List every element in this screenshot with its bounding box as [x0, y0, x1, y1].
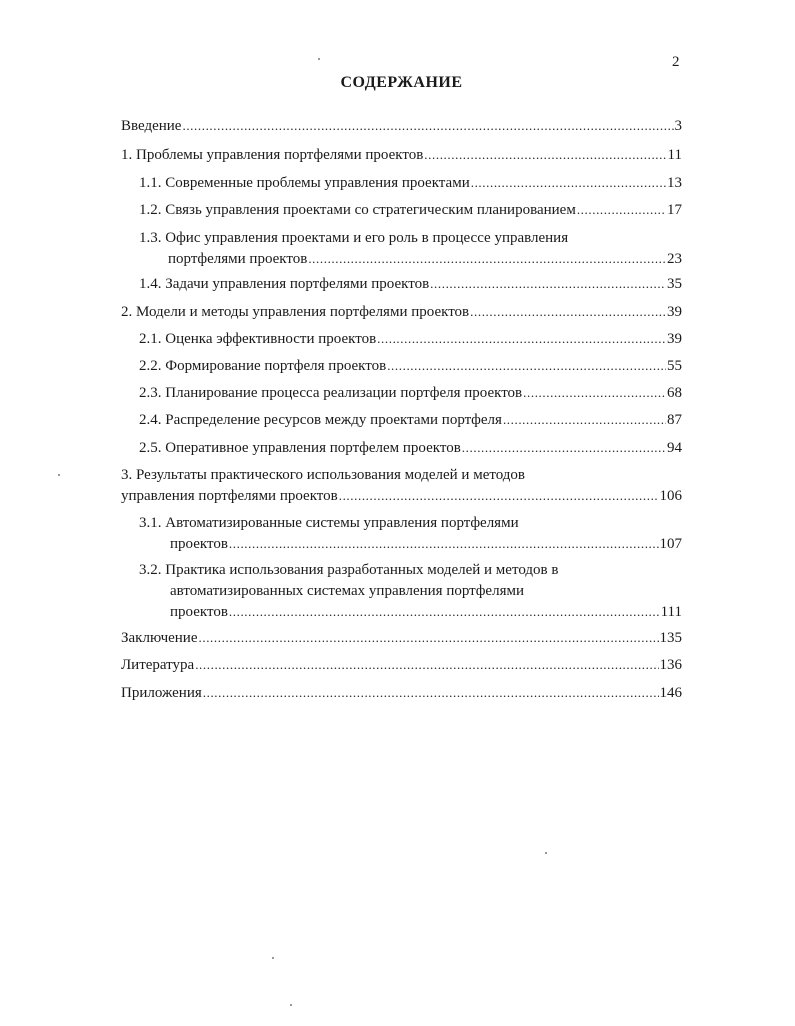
toc-entry-page: 39 — [667, 304, 682, 320]
scan-speck — [545, 852, 547, 854]
toc-entry-section-1-2 — [139, 200, 682, 221]
toc-entry-section-3-1 — [139, 513, 682, 555]
toc-entry-section-3-2 — [139, 560, 682, 623]
toc-entry-label: 2. Модели и методы управления портфелями проектов — [121, 304, 470, 320]
toc-entry-label: проектов — [170, 604, 228, 620]
toc-entry-page: 111 — [660, 604, 682, 620]
toc-entry-chapter-3 — [121, 465, 682, 507]
toc-entry-label: 2.1. Оценка эффективности проектов — [139, 331, 377, 347]
toc-entry-section-1-1 — [139, 173, 682, 194]
toc-entry-page: 3 — [674, 118, 682, 134]
toc-entry-section-1-3 — [139, 228, 682, 270]
scan-speck — [290, 1004, 292, 1006]
toc-entry-label: 2.3. Планирование процесса реализации портфеля проектов — [139, 385, 523, 401]
toc-entry-label: Заключение — [121, 630, 198, 646]
toc-entry-label: 2.4. Распределение ресурсов между проектами портфеля — [139, 412, 502, 428]
toc-entry-label: 1.1. Современные проблемы управления проектами — [139, 175, 470, 191]
toc-entry-page: 87 — [667, 412, 682, 428]
toc-entry-label: Приложения — [121, 685, 202, 701]
scan-speck — [318, 58, 320, 60]
toc-entry-page: 23 — [667, 251, 682, 267]
toc-entry-section-2-4 — [139, 410, 682, 431]
toc-entry-label: 2.2. Формирование портфеля проектов — [139, 358, 387, 374]
toc-entry-label: автоматизированных системах управления портфелями — [170, 583, 524, 599]
toc-entry-chapter-2 — [121, 302, 682, 323]
toc-entry-page: 68 — [667, 385, 682, 401]
toc-entry-page: 55 — [667, 358, 682, 374]
toc-entry-section-2-3 — [139, 383, 682, 404]
page-number: 2 — [672, 54, 680, 70]
toc-entry-label: Литература — [121, 657, 195, 673]
toc-entry-label: портфелями проектов — [168, 251, 308, 267]
toc-entry-page: 13 — [667, 175, 682, 191]
toc-entry-label: 1.4. Задачи управления портфелями проектов — [139, 276, 430, 292]
toc-entry-appendices — [121, 683, 682, 704]
toc-entry-page: 35 — [667, 276, 682, 292]
toc-entry-page: 136 — [659, 657, 682, 673]
toc-entry-conclusion — [121, 628, 682, 649]
toc-entry-page: 106 — [659, 488, 682, 504]
toc-entry-introduction — [121, 116, 682, 137]
scan-speck — [58, 474, 60, 476]
toc-entry-page: 94 — [667, 440, 682, 456]
toc-entry-section-2-1 — [139, 329, 682, 350]
toc-entry-label: 2.5. Оперативное управления портфелем проектов — [139, 440, 461, 456]
toc-entry-page: 11 — [667, 147, 682, 163]
toc-entry-label: 3.1. Автоматизированные системы управления портфелями — [139, 515, 519, 531]
toc-entry-label: Введение — [121, 118, 182, 134]
toc-entry-literature — [121, 655, 682, 676]
toc-entry-page: 135 — [659, 630, 682, 646]
toc-entry-label: 1. Проблемы управления портфелями проектов — [121, 147, 424, 163]
toc-entry-page: 107 — [659, 536, 682, 552]
scan-speck — [272, 957, 274, 959]
toc-entry-page: 17 — [667, 202, 682, 218]
toc-entry-section-2-2 — [139, 356, 682, 377]
toc-entry-section-1-4 — [139, 274, 682, 295]
toc-entry-label: 3. Результаты практического использования моделей и методов — [121, 467, 525, 483]
toc-entry-section-2-5 — [139, 438, 682, 459]
toc-entry-page: 146 — [659, 685, 682, 701]
toc-entry-label: 1.3. Офис управления проектами и его роль в процессе управления — [139, 230, 569, 246]
toc-entry-label: 1.2. Связь управления проектами со стратегическим планированием — [139, 202, 576, 218]
toc-entry-label: проектов — [170, 536, 228, 552]
page-title: СОДЕРЖАНИЕ — [340, 74, 463, 91]
toc-entry-label: управления портфелями проектов — [121, 488, 338, 504]
toc-entry-label: 3.2. Практика использования разработанных моделей и методов в — [139, 562, 559, 578]
toc-entry-chapter-1 — [121, 145, 682, 166]
toc-entry-page: 39 — [667, 331, 682, 347]
